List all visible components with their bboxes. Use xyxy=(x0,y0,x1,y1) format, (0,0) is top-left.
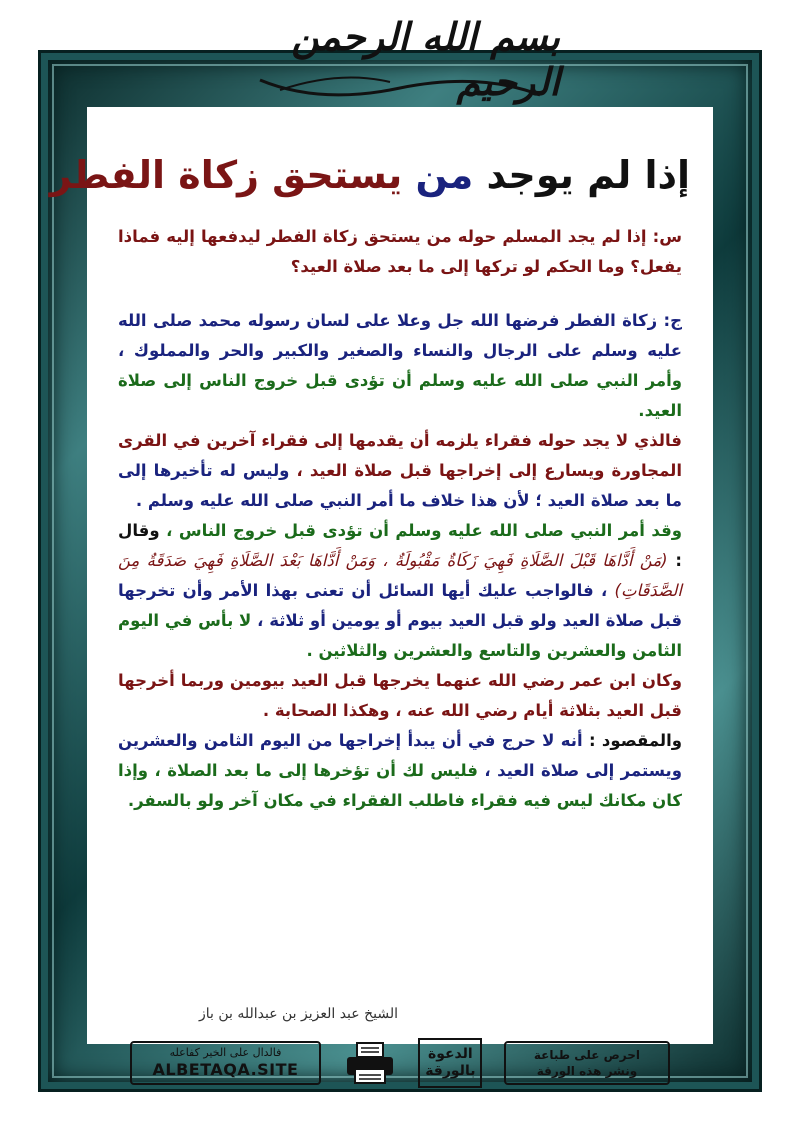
title-part-1: إذا لم يوجد xyxy=(486,153,690,197)
article-body xyxy=(118,222,682,816)
answer-p1-navy: ج: زكاة الفطر فرضها الله جل وعلا على لسان رسوله محمد صلى الله عليه وسلم على الرجال والنساء والصغير والكبير والحر والمملوك ، xyxy=(118,311,682,360)
answer-p2-maroon: فالذي لا يجد حوله فقراء يلزمه أن يقدمها إلى فقراء آخرين في القرى المجاورة ويسارع إلى إخراجها قبل صلاة العيد ، xyxy=(118,431,682,480)
site-box xyxy=(130,1041,321,1085)
logo-line-2: بالورقة xyxy=(425,1063,476,1079)
question-text: س: إذا لم يجد المسلم حوله من يستحق زكاة الفطر ليدفعها إليه فماذا يفعل؟ وما الحكم لو تركها إلى ما بعد صلاة العيد؟ xyxy=(118,227,682,276)
dawa-logo xyxy=(418,1038,482,1088)
answer-paragraph-1 xyxy=(118,306,682,426)
answer-p3-green-2: لا بأس في اليوم الثامن والعشرين والتاسع والعشرين والثلاثين . xyxy=(118,611,682,660)
answer-p5-navy: أنه لا حرج في أن يبدأ إخراجها من اليوم الثامن والعشرين ويستمر إلى صلاة العيد ، xyxy=(118,731,682,780)
hadith-quote: (مَنْ أَدَّاهَا قَبْلَ الصَّلَاةِ فَهِيَ زَكَاةٌ مَقْبُولَةٌ ، وَمَنْ أَدَّاهَا بَعْدَ الصَّلَاةِ فَهِيَ صَدَقَةٌ مِنَ الصَّدَقَاتِ) xyxy=(118,551,682,600)
answer-p5-black: والمقصود : xyxy=(588,731,683,750)
site-url[interactable]: ALBETAQA.SITE xyxy=(152,1060,299,1079)
site-tagline: فالدال على الخير كفاعله xyxy=(169,1046,282,1059)
page-title xyxy=(49,145,690,205)
answer-p1-green: وأمر النبي صلى الله عليه وسلم أن تؤدى قبل خروج الناس إلى صلاة العيد. xyxy=(118,371,682,420)
title-part-2: من xyxy=(415,153,474,197)
signature: الشيخ عبد العزيز بن عبدالله بن باز xyxy=(198,1006,398,1022)
print-reminder-line-1: احرص على طباعة xyxy=(533,1048,641,1062)
footer xyxy=(130,1040,670,1086)
answer-paragraph-2 xyxy=(118,426,682,516)
print-reminder-box xyxy=(504,1041,670,1085)
answer-p2-navy: وليس له تأخيرها إلى ما بعد صلاة العيد ؛ لأن هذا خلاف ما أمر النبي صلى الله عليه وسلم . xyxy=(118,461,682,510)
answer-p3-green: وقد أمر النبي صلى الله عليه وسلم أن تؤدى قبل خروج الناس ، xyxy=(166,521,682,540)
basmala-text: بسم الله الرحمن الرحيم xyxy=(291,14,560,104)
answer-p5-green: فليس لك أن تؤخرها إلى ما بعد الصلاة ، وإذا كان مكانك ليس فيه فقراء فاطلب الفقراء في مكان آخر ولو بالسفر. xyxy=(118,761,682,810)
answer-paragraph-3 xyxy=(118,516,682,666)
basmala-calligraphy xyxy=(240,10,560,108)
answer-p3-navy: ، فالواجب عليك أيها السائل أن تعنى بهذا الأمر وأن تخرجها قبل صلاة العيد ولو قبل العيد بيوم أو يومين أو ثلاثة ، xyxy=(118,581,683,630)
logo-line-1: الدعوة xyxy=(427,1046,473,1062)
print-reminder-line-2: ونشر هذه الورقة xyxy=(536,1064,638,1078)
title-part-3: يستحق زكاة الفطر xyxy=(49,153,403,197)
answer-paragraph-5 xyxy=(118,726,682,816)
printer-icon xyxy=(343,1041,397,1085)
answer-paragraph-4: وكان ابن عمر رضي الله عنهما يخرجها قبل العيد بيومين وربما أخرجها قبل العيد بثلاثة أيام رضي الله عنه ، وهكذا الصحابة . xyxy=(118,671,682,720)
answer-p3-black: وقال : xyxy=(118,521,682,570)
